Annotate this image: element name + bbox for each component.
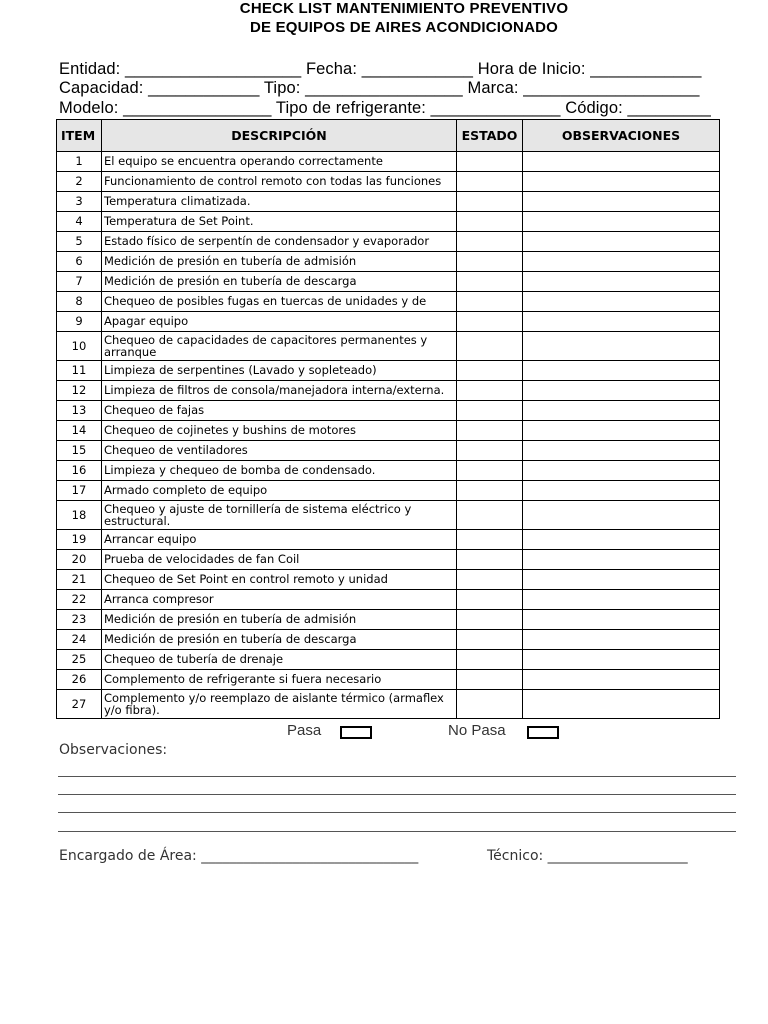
item-number: 22 — [57, 590, 102, 610]
table-row — [57, 501, 720, 530]
observaciones-cell[interactable] — [523, 630, 720, 650]
item-number: 26 — [57, 670, 102, 690]
observaciones-cell[interactable] — [523, 401, 720, 421]
item-number: 23 — [57, 610, 102, 630]
estado-cell[interactable] — [457, 232, 523, 252]
no-pasa-label: No Pasa — [448, 722, 506, 739]
item-number: 18 — [57, 501, 102, 530]
item-description: Medición de presión en tubería de descarga — [102, 630, 457, 650]
table-header-row — [57, 120, 720, 152]
column-header-estado: ESTADO — [457, 120, 523, 152]
observaciones-cell[interactable] — [523, 212, 720, 232]
item-description: Limpieza de serpentines (Lavado y sopleteado) — [102, 361, 457, 381]
table-row — [57, 152, 720, 172]
item-description: Armado completo de equipo — [102, 481, 457, 501]
table-row — [57, 650, 720, 670]
checklist-table — [56, 119, 720, 719]
estado-cell[interactable] — [457, 381, 523, 401]
tecnico-signature-field[interactable]: Técnico: ____________________ — [487, 848, 688, 864]
table-row — [57, 690, 720, 719]
item-number: 13 — [57, 401, 102, 421]
estado-cell[interactable] — [457, 152, 523, 172]
table-row — [57, 381, 720, 401]
observaciones-cell[interactable] — [523, 590, 720, 610]
pasa-label: Pasa — [287, 722, 322, 739]
observaciones-cell[interactable] — [523, 481, 720, 501]
item-number: 14 — [57, 421, 102, 441]
observaciones-line[interactable] — [58, 776, 736, 777]
observaciones-cell[interactable] — [523, 192, 720, 212]
item-number: 24 — [57, 630, 102, 650]
estado-cell[interactable] — [457, 441, 523, 461]
item-number: 20 — [57, 550, 102, 570]
item-number: 11 — [57, 361, 102, 381]
item-number: 3 — [57, 192, 102, 212]
item-description: Limpieza y chequeo de bomba de condensado. — [102, 461, 457, 481]
estado-cell[interactable] — [457, 172, 523, 192]
estado-cell[interactable] — [457, 610, 523, 630]
observaciones-cell[interactable] — [523, 361, 720, 381]
item-description: Arranca compresor — [102, 590, 457, 610]
table-row — [57, 610, 720, 630]
item-number: 1 — [57, 152, 102, 172]
table-row — [57, 192, 720, 212]
table-row — [57, 481, 720, 501]
column-header-observaciones: OBSERVACIONES — [523, 120, 720, 152]
estado-cell[interactable] — [457, 461, 523, 481]
item-number: 12 — [57, 381, 102, 401]
estado-cell[interactable] — [457, 481, 523, 501]
estado-cell[interactable] — [457, 530, 523, 550]
item-number: 8 — [57, 292, 102, 312]
observaciones-line[interactable] — [58, 794, 736, 795]
item-description: Chequeo de posibles fugas en tuercas de unidades y de — [102, 292, 457, 312]
observaciones-cell[interactable] — [523, 501, 720, 530]
observaciones-cell[interactable] — [523, 381, 720, 401]
estado-cell[interactable] — [457, 212, 523, 232]
observaciones-cell[interactable] — [523, 441, 720, 461]
estado-cell[interactable] — [457, 570, 523, 590]
item-description: El equipo se encuentra operando correctamente — [102, 152, 457, 172]
estado-cell[interactable] — [457, 292, 523, 312]
table-row — [57, 530, 720, 550]
observaciones-cell[interactable] — [523, 272, 720, 292]
observaciones-line[interactable] — [58, 812, 736, 813]
observaciones-cell[interactable] — [523, 252, 720, 272]
observaciones-cell[interactable] — [523, 461, 720, 481]
table-row — [57, 332, 720, 361]
item-description: Chequeo de Set Point en control remoto y unidad — [102, 570, 457, 590]
observaciones-cell[interactable] — [523, 332, 720, 361]
item-description: Prueba de velocidades de fan Coil — [102, 550, 457, 570]
item-number: 19 — [57, 530, 102, 550]
header-fields-line2: Capacidad: ____________ Tipo: _________________ Marca: ___________________ — [59, 79, 700, 97]
item-number: 15 — [57, 441, 102, 461]
observaciones-label: Observaciones: — [59, 742, 168, 758]
header-fields-line3: Modelo: ________________ Tipo de refrigerante: ______________ Código: _________ — [59, 99, 711, 117]
table-row — [57, 172, 720, 192]
observaciones-cell[interactable] — [523, 232, 720, 252]
table-row — [57, 550, 720, 570]
estado-cell[interactable] — [457, 501, 523, 530]
document-title-line1: CHECK LIST MANTENIMIENTO PREVENTIVO — [239, 0, 569, 17]
pasa-checkbox[interactable] — [340, 726, 372, 739]
table-row — [57, 670, 720, 690]
item-description: Chequeo de ventiladores — [102, 441, 457, 461]
item-description: Complemento de refrigerante si fuera necesario — [102, 670, 457, 690]
table-row — [57, 401, 720, 421]
item-description: Chequeo de capacidades de capacitores permanentes y arranque — [102, 332, 457, 361]
observaciones-cell[interactable] — [523, 312, 720, 332]
estado-cell[interactable] — [457, 401, 523, 421]
estado-cell[interactable] — [457, 550, 523, 570]
item-number: 9 — [57, 312, 102, 332]
estado-cell[interactable] — [457, 590, 523, 610]
table-row — [57, 570, 720, 590]
table-row — [57, 252, 720, 272]
item-number: 16 — [57, 461, 102, 481]
column-header-descripcion: DESCRIPCIÓN — [102, 120, 457, 152]
estado-cell[interactable] — [457, 421, 523, 441]
observaciones-cell[interactable] — [523, 421, 720, 441]
estado-cell[interactable] — [457, 312, 523, 332]
estado-cell[interactable] — [457, 630, 523, 650]
header-fields-line1: Entidad: ___________________ Fecha: ____________ Hora de Inicio: ____________ — [59, 60, 702, 78]
item-description: Limpieza de filtros de consola/manejadora interna/externa. — [102, 381, 457, 401]
observaciones-cell[interactable] — [523, 610, 720, 630]
item-description: Estado físico de serpentín de condensador y evaporador — [102, 232, 457, 252]
observaciones-cell[interactable] — [523, 550, 720, 570]
table-row — [57, 630, 720, 650]
item-description: Complemento y/o reemplazo de aislante térmico (armaflex y/o fibra). — [102, 690, 457, 719]
table-row — [57, 312, 720, 332]
item-number: 25 — [57, 650, 102, 670]
item-description: Medición de presión en tubería de admisión — [102, 252, 457, 272]
table-row — [57, 232, 720, 252]
column-header-item: ITEM — [57, 120, 102, 152]
observaciones-line[interactable] — [58, 831, 736, 832]
item-description: Temperatura de Set Point. — [102, 212, 457, 232]
item-number: 17 — [57, 481, 102, 501]
item-number: 2 — [57, 172, 102, 192]
observaciones-cell[interactable] — [523, 670, 720, 690]
estado-cell[interactable] — [457, 272, 523, 292]
document-title-line2: DE EQUIPOS DE AIRES ACONDICIONADO — [249, 19, 559, 36]
item-number: 4 — [57, 212, 102, 232]
item-description: Chequeo de fajas — [102, 401, 457, 421]
table-row — [57, 212, 720, 232]
item-number: 5 — [57, 232, 102, 252]
item-number: 6 — [57, 252, 102, 272]
observaciones-cell[interactable] — [523, 690, 720, 719]
estado-cell[interactable] — [457, 650, 523, 670]
table-row — [57, 590, 720, 610]
table-row — [57, 421, 720, 441]
item-description: Chequeo de cojinetes y bushins de motores — [102, 421, 457, 441]
estado-cell[interactable] — [457, 361, 523, 381]
table-row — [57, 461, 720, 481]
table-row — [57, 292, 720, 312]
item-description: Chequeo de tubería de drenaje — [102, 650, 457, 670]
item-description: Apagar equipo — [102, 312, 457, 332]
observaciones-cell[interactable] — [523, 172, 720, 192]
item-number: 21 — [57, 570, 102, 590]
table-row — [57, 272, 720, 292]
item-description: Medición de presión en tubería de admisión — [102, 610, 457, 630]
estado-cell[interactable] — [457, 332, 523, 361]
item-number: 10 — [57, 332, 102, 361]
encargado-signature-field[interactable]: Encargado de Área: _______________________________ — [59, 848, 419, 864]
table-row — [57, 361, 720, 381]
observaciones-cell[interactable] — [523, 292, 720, 312]
item-description: Temperatura climatizada. — [102, 192, 457, 212]
observaciones-cell[interactable] — [523, 530, 720, 550]
item-description: Arrancar equipo — [102, 530, 457, 550]
table-row — [57, 441, 720, 461]
item-number: 7 — [57, 272, 102, 292]
estado-cell[interactable] — [457, 192, 523, 212]
estado-cell[interactable] — [457, 252, 523, 272]
item-number: 27 — [57, 690, 102, 719]
estado-cell[interactable] — [457, 670, 523, 690]
item-description: Medición de presión en tubería de descarga — [102, 272, 457, 292]
observaciones-cell[interactable] — [523, 650, 720, 670]
item-description: Funcionamiento de control remoto con todas las funciones — [102, 172, 457, 192]
no-pasa-checkbox[interactable] — [527, 726, 559, 739]
item-description: Chequeo y ajuste de tornillería de sistema eléctrico y estructural. — [102, 501, 457, 530]
estado-cell[interactable] — [457, 690, 523, 719]
observaciones-cell[interactable] — [523, 570, 720, 590]
observaciones-cell[interactable] — [523, 152, 720, 172]
